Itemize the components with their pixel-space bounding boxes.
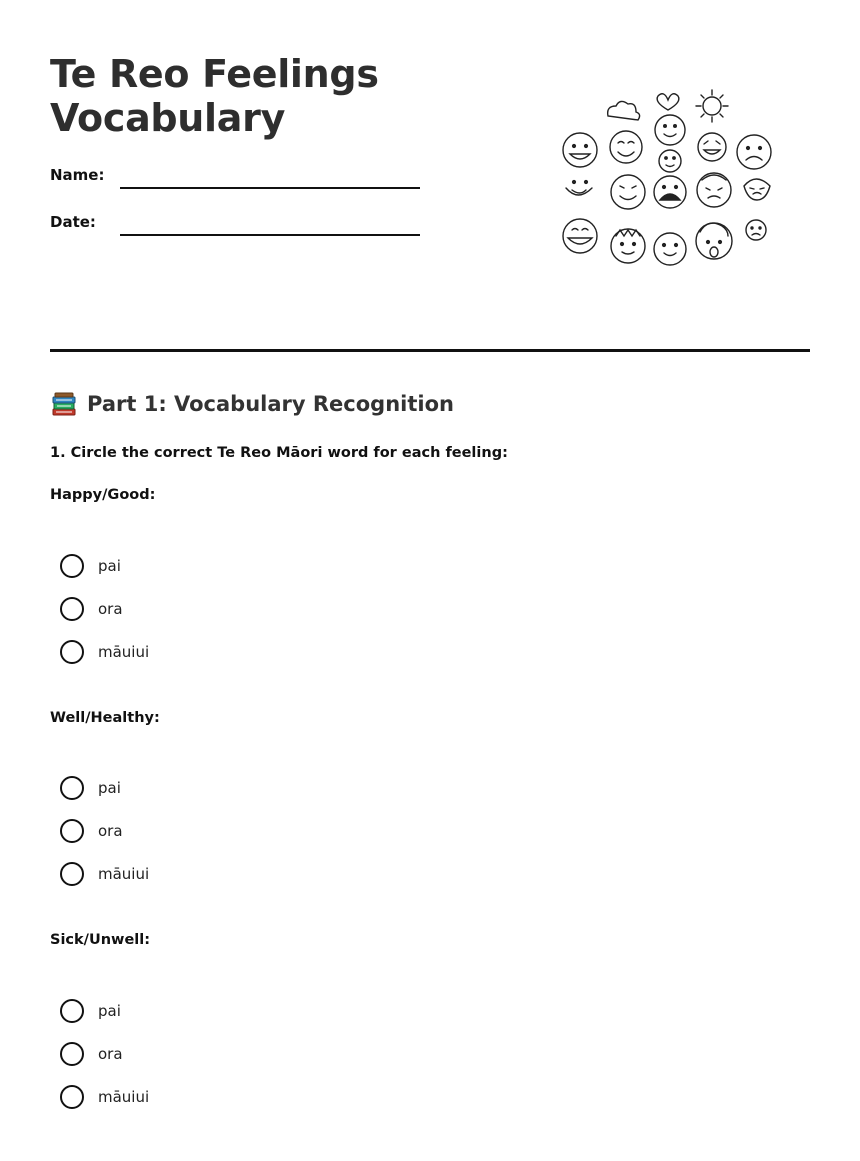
radio-circle[interactable] — [60, 999, 84, 1023]
section-divider — [50, 349, 810, 352]
option-well-ora[interactable] — [60, 818, 123, 844]
option-sick-mauiui[interactable] — [60, 1084, 149, 1110]
emoji-faces-illustration — [558, 86, 778, 270]
title-line-2: Vocabulary — [50, 96, 286, 140]
option-label: ora — [98, 822, 123, 840]
question-label-well: Well/Healthy: — [50, 710, 160, 726]
option-label: māuiui — [98, 1088, 150, 1106]
question-label-sick: Sick/Unwell: — [50, 932, 151, 948]
part1-heading — [50, 389, 454, 419]
option-label: māuiui — [98, 643, 150, 661]
question-label-happy: Happy/Good: — [50, 487, 156, 503]
radio-circle[interactable] — [60, 776, 84, 800]
option-happy-pai[interactable] — [60, 553, 121, 579]
part1-title: Part 1: Vocabulary Recognition — [87, 392, 454, 416]
name-field[interactable] — [120, 187, 420, 189]
radio-circle[interactable] — [60, 1042, 84, 1066]
date-field[interactable] — [120, 234, 420, 236]
option-well-mauiui[interactable] — [60, 861, 149, 887]
option-sick-ora[interactable] — [60, 1041, 123, 1067]
option-label: pai — [98, 1002, 121, 1020]
radio-circle[interactable] — [60, 819, 84, 843]
radio-circle[interactable] — [60, 554, 84, 578]
radio-circle[interactable] — [60, 597, 84, 621]
radio-circle[interactable] — [60, 862, 84, 886]
option-happy-mauiui[interactable] — [60, 639, 149, 665]
option-label: ora — [98, 1045, 123, 1063]
option-label: ora — [98, 600, 123, 618]
page-title — [50, 52, 470, 140]
title-line-1: Te Reo Feelings — [50, 52, 379, 96]
option-label: māuiui — [98, 865, 150, 883]
date-label: Date: — [50, 213, 96, 231]
name-label: Name: — [50, 166, 105, 184]
books-icon — [50, 390, 78, 418]
option-sick-pai[interactable] — [60, 998, 121, 1024]
option-happy-ora[interactable] — [60, 596, 123, 622]
radio-circle[interactable] — [60, 1085, 84, 1109]
radio-circle[interactable] — [60, 640, 84, 664]
option-label: pai — [98, 557, 121, 575]
worksheet-page — [50, 0, 810, 1161]
option-label: pai — [98, 779, 121, 797]
question-instruction: 1. Circle the correct Te Reo Māori word for each feeling: — [50, 445, 508, 461]
option-well-pai[interactable] — [60, 775, 121, 801]
